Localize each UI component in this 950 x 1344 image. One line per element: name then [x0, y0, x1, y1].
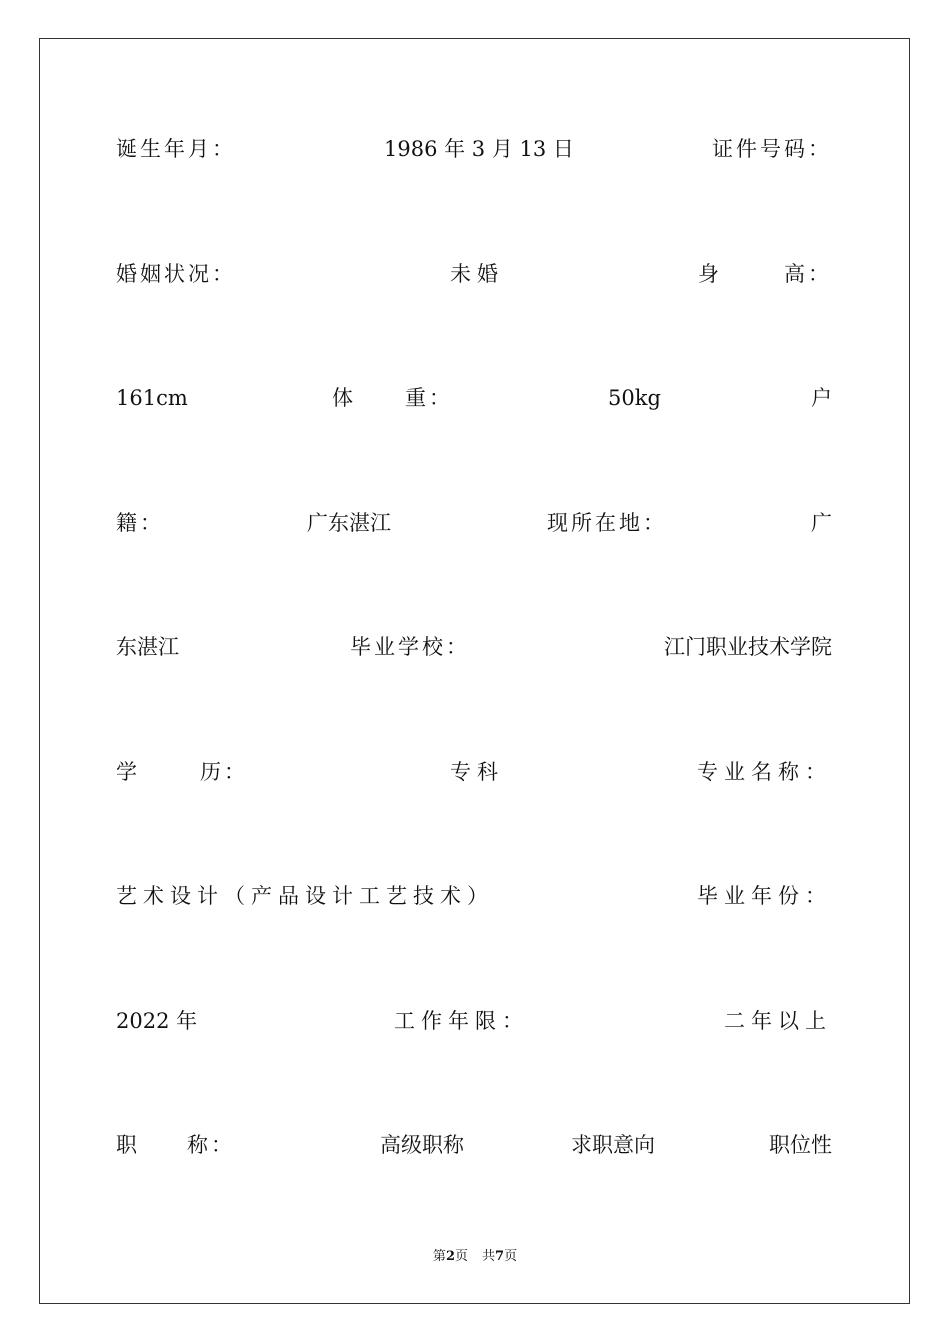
current-page-number: 2 [445, 1249, 455, 1264]
major-value: 艺术设计（产品设计工艺技术） [116, 884, 494, 908]
weight-label-part1: 体 [332, 386, 353, 410]
page-prefix: 第 [432, 1249, 446, 1264]
total-pages-number: 7 [495, 1249, 505, 1264]
text-line-major [116, 880, 832, 912]
text-line-hukou [116, 507, 832, 539]
title-value: 高级职称 [380, 1133, 464, 1157]
height-label-part2: 高： [784, 262, 832, 286]
page-footer [0, 1248, 950, 1266]
marital-status-value: 未婚 [450, 262, 504, 286]
height-label-part1: 身 [698, 262, 719, 286]
education-label-part1: 学 [116, 760, 137, 784]
hukou-value: 广东湛江 [307, 511, 391, 535]
text-line-weight [116, 382, 832, 414]
current-location-label: 现所在地： [547, 511, 667, 535]
text-line-work-years [116, 1005, 832, 1037]
text-line-title [116, 1129, 832, 1161]
education-value: 专科 [450, 760, 504, 784]
id-number-label: 证件号码： [712, 137, 832, 161]
total-unit: 页 [504, 1249, 518, 1264]
weight-label-part2: 重： [405, 386, 453, 410]
text-line-marital [116, 258, 832, 290]
text-line-school [116, 631, 832, 663]
current-location-value-part1: 广 [811, 511, 832, 535]
height-value: 161cm [116, 386, 188, 410]
graduation-year-value: 2022 年 [116, 1009, 198, 1033]
page-unit: 页 [454, 1249, 468, 1264]
position-type-label-part1: 职位性 [769, 1133, 832, 1157]
job-intention-label: 求职意向 [571, 1133, 655, 1157]
title-label-part2: 称： [187, 1133, 235, 1157]
text-line-birth [116, 133, 832, 165]
title-label-part1: 职 [116, 1133, 137, 1157]
education-label-part2: 历： [200, 760, 248, 784]
marital-status-label: 婚姻状况： [116, 262, 236, 286]
school-label: 毕业学校： [350, 635, 470, 659]
weight-value: 50kg [608, 386, 661, 410]
work-years-label: 工作年限： [394, 1009, 529, 1033]
current-location-value-part2: 东湛江 [116, 635, 179, 659]
hukou-label-part2: 籍： [116, 511, 164, 535]
birth-date-label: 诞生年月： [116, 137, 236, 161]
work-years-value: 二年以上 [724, 1009, 832, 1033]
hukou-label-part1: 户 [811, 386, 832, 410]
school-value: 江门职业技术学院 [664, 635, 832, 659]
major-label: 专业名称： [697, 760, 832, 784]
total-prefix: 共 [482, 1249, 496, 1264]
text-line-education [116, 756, 832, 788]
birth-date-value: 1986 年 3 月 13 日 [384, 137, 574, 161]
page-border [39, 38, 910, 1304]
graduation-year-label: 毕业年份： [697, 884, 832, 908]
